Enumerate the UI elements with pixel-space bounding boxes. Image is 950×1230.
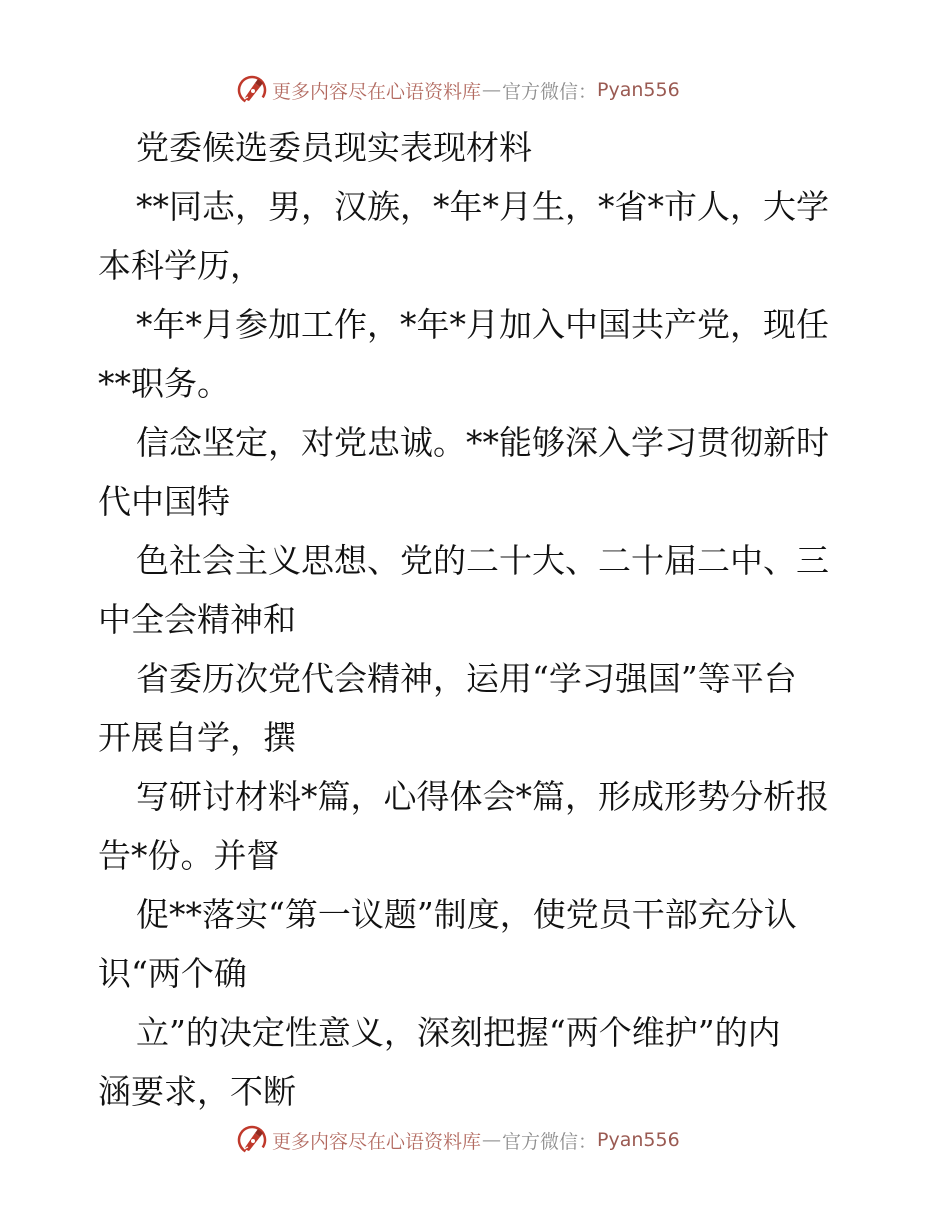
banner-dash: — (482, 79, 502, 101)
paragraph-line: 色社会主义思想、党的二十大、二十届二中、三 (136, 541, 829, 580)
paragraph-line: 信念坚定，对党忠诚。**能够深入学习贯彻新时 (136, 423, 829, 462)
header-banner (236, 72, 680, 108)
banner-wechat-label: 官方微信： (502, 1130, 598, 1153)
paragraph-line: 识“两个确 (98, 954, 247, 993)
paragraph-line: 中全会精神和 (98, 600, 296, 639)
banner-main-text: 更多内容尽在心语资料库 (272, 1130, 482, 1153)
paragraph-line: **同志，男，汉族，*年*月生，*省*市人，大学 (136, 187, 829, 226)
pen-nib-logo-icon (236, 74, 268, 106)
paragraph-line: 告*份。并督 (98, 836, 280, 875)
banner-wechat-id: Pyan556 (597, 79, 680, 101)
paragraph-line: 本科学历， (98, 246, 263, 285)
document-body (98, 118, 858, 1121)
banner-dash: — (482, 1129, 502, 1151)
paragraph-line: 涵要求，不断 (98, 1072, 296, 1111)
pen-nib-logo-icon (236, 1124, 268, 1156)
paragraph-line: *年*月参加工作，*年*月加入中国共产党，现任 (136, 305, 829, 344)
banner-wechat-id: Pyan556 (597, 1129, 680, 1151)
paragraph-line: 促**落实“第一议题”制度，使党员干部充分认 (136, 895, 797, 934)
document-title: 党委候选委员现实表现材料 (136, 128, 532, 167)
paragraph-line: 写研讨材料*篇，心得体会*篇，形成形势分析报 (136, 777, 829, 816)
footer-banner (236, 1122, 680, 1158)
paragraph-line: 代中国特 (98, 482, 230, 521)
banner-main-text: 更多内容尽在心语资料库 (272, 80, 482, 103)
paragraph-line: **职务。 (98, 364, 230, 403)
banner-wechat-label: 官方微信： (502, 80, 598, 103)
paragraph-line: 省委历次党代会精神，运用“学习强国”等平台 (136, 659, 797, 698)
paragraph-line: 开展自学，撰 (98, 718, 296, 757)
paragraph-line: 立”的决定性意义，深刻把握“两个维护”的内 (136, 1013, 781, 1052)
